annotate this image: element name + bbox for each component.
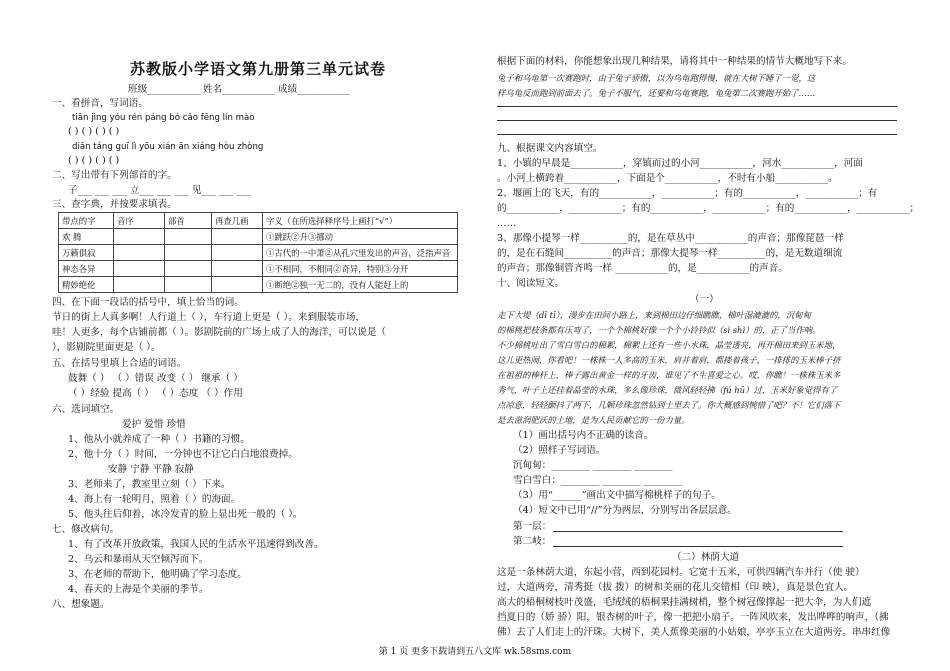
q5-line: （ ）经验 提高（ ） （ ）态度 （ ）作用 [68,388,243,399]
table-header-cell: 部首 [165,213,212,229]
q9-line: 2、堰画上的飞天，有的___________，___________；有的___________，___________；有 [497,188,878,199]
q1-pinyin-row2: diǎn táng guī lì yōu xián ān xiáng hòu zhòng [72,142,264,152]
q7-sentence: 3、在老师的帮助下，他明确了学习态度。 [68,569,247,580]
table-cell-word: 精妙绝伦 [59,277,114,293]
layer2-answer-line[interactable] [553,546,843,547]
q8-intro: 根据下面的材料，你能想象出现几种结果，请将其中一种结果的情节大概地写下来。 [497,56,852,67]
table-cell-meaning: ①跳跃②升③挪动 [263,229,458,245]
passage1-question: （1）画出括号内不正确的读音。 [513,430,654,441]
q10-heading: 十、阅读短文。 [497,278,565,289]
page-title: 苏教版小学语文第九册第三单元试卷 [130,60,387,78]
q9-line: 的，是在石缝间__________的声音；那像大提琴一样__________的，是无数道细流 [497,248,843,259]
table-header-row [59,213,458,229]
passage1-line: 点凉意，轻轻颤抖了两下，几颗珍珠忽然钻到土里去了。你大概感到惋惜了吧？不！它们落下 [497,400,841,410]
passage2-line: 过，大道两旁，清秀挺（拔 拨）的树和美丽的花儿交错相（印 映），真是景色宜人。 [497,582,854,593]
q5-line: 鼓舞（ ） （ ）错误 改变（ ） 继承（ ） [68,373,243,384]
q1-answer-row2: ( ) ( ) ( ) ( ) [68,155,120,166]
layer1-label: 第一层： [513,521,552,532]
passage1-line: 秀气，叶子上还挂着晶莹的水珠，多么像珍珠，微风轻轻拂（fú hū）过，玉米好象觉得有了 [497,385,838,395]
q4-line: ），影剧院里面更是（ ）。 [52,342,161,353]
q2-line: 子___ ___ ___ 立___ ___ ___ 见___ ___ ___ [68,185,251,196]
q6-word-choices: 爱护 爱惜 珍惜 [122,419,186,430]
table-row [59,277,458,293]
q7-sentence: 1、有了改革开放政策，我国人民的生活水平迅速得到改善。 [68,539,324,550]
q6-sentence: 1、他从小就养成了一种（ ）书籍的习惯。 [68,434,250,445]
table-cell-word: 欢 腾 [59,229,114,245]
passage2-title: （二）林荫大道 [672,552,740,563]
table-row [59,261,458,277]
passage1-line: 不少棉桃吐出了雪白雪白的棉絮，棉絮上还有一些小水珠，晶莹透亮，再开棉田来到玉米地， [497,340,841,350]
q4-line: 哇！人更多，每个店铺前都（ ）。影剧院前的广场上成了人的海洋，可以说是（ [52,327,387,338]
q4-heading: 四、在下面一段话的括号中，填上恰当的词。 [52,297,244,308]
q1-pinyin-row1: tiān jìng yóu rén páng bó cǎo fēng lín mào [72,113,255,123]
q8-heading: 八、想象题。 [52,599,110,610]
passage1-line: 的棉桃把枝条都有压弯了，一个个棉桃好像一个个小铃铃似（sì shì）的，正了当作响。 [497,325,821,335]
passage1-title: （一） [690,294,719,305]
story-line: 兔子和乌龟第一次赛跑时，由于兔子骄傲，以为乌龟跑得慢，就在大树下睡了一觉，这 [497,73,816,83]
q5-heading: 五、在括号里填上合适的词语。 [52,358,187,369]
passage2-line: 佛）去了人们走上的汗珠。大树下，美人蕉像美丽的小姑娘，亭亭玉立在大道两旁。串串红像 [497,627,891,638]
story-line: 样乌龟反而跑到前面去了。兔子不服气，还要和乌龟赛跑，龟兔第二次赛跑开始了…… [497,88,816,98]
q1-answer-row1: ( ) ( ) ( ) ( ) [68,126,120,137]
dictionary-table [58,212,458,293]
answer-line[interactable] [497,120,897,121]
passage2-line: 这是一条林荫大道，东起小营，西到花园村。它宽十五米，可供四辆汽车并行（使 驶） [497,567,865,578]
table-header-cell: 带点的字 [59,213,114,229]
table-row [59,245,458,261]
q7-heading: 七、修改病句。 [52,524,120,535]
page-footer: 第 1 页 更多下载请到五八文库 wk.58sms.com [378,647,572,657]
q4-line: 节日的街上人真多啊！人行道上（ ），车行道上更是（ ）。来到服装市场， [52,312,366,323]
answer-line[interactable] [497,134,897,135]
passage1-question: 雪白雪白：________ ________ ________ [513,475,683,486]
q6-sentence: 4、海上有一轮明月，照着（ ）的海面。 [68,494,241,505]
q9-line: 。小河上横跨着___________，下面是个___________，不时有小船___________。 [497,173,838,184]
q6-sentence: 5、他头往后仰着，冰冷发青的脸上显出死一般的（ ）。 [68,509,303,520]
table-cell-word: 神态各异 [59,261,114,277]
layer2-label: 第二岐： [513,536,552,547]
passage1-question: 沉甸甸：________ ________ ________ [513,460,673,471]
q9-line: …… [497,218,517,229]
passage1-question: （2）照样子写词语。 [513,445,606,456]
q9-line: 的___________，___________；有的___________，___________；有的___________，___________； [497,203,920,214]
table-cell-meaning: ①不相同，不相同②奇异，特别③分开 [263,261,458,277]
passage2-line: 挡夏日的（娇 骄）阳，银杏树的叶子，像一把把小扇子。一阵风吹来，发出哗哗的响声，（拂 [497,612,889,623]
q6-sentence: 3、老师来了，教室里立刻（ ）下来。 [68,479,231,490]
table-cell-meaning: ①断绝②独一无二的，没有人能赶上的 [263,277,458,293]
passage1-line: 在祖祖的棒杆上，棒子露出黄金一样的牙齿，谁见了不生喜爱之心。哎，你瞧！一株株玉米多 [497,370,841,380]
q1-heading: 一、看拼音，写词语。 [52,98,148,109]
table-header-cell: 再查几画 [212,213,263,229]
layer1-answer-line[interactable] [553,531,843,532]
passage1-line: 是去滋润肥沃的土地，是为人民贡献它的一份力量。 [497,415,690,425]
passage1-question: （4）短文中已用“//”分为两层，分别写出各层层意。 [513,505,737,516]
table-row [59,229,458,245]
passage1-line: 这儿更热闹，你看吧！一株株一人多高的玉米，肩并着肩，都搂着孩子，一排排的玉米棒子挤 [497,355,841,365]
q9-heading: 九、根据课文内容填空。 [497,143,603,154]
q7-sentence: 4、春天的上海是个美丽的季节。 [68,584,209,595]
q9-line: 1、小镇的早晨是___________，穿镇而过的小河___________，河水___________，河面 [497,158,863,169]
passage2-line: 高大的梧桐树枝叶茂盛，毛绒绒的梧桐果挂满树梢，整个树冠像撑起一把大伞，为人们遮 [497,597,872,608]
table-header-cell: 音序 [114,213,165,229]
answer-line[interactable] [497,106,897,107]
q9-line: 的声音；那像铜管齐鸣一样 ___________的，是___________的声音。 [497,263,788,274]
q7-sentence: 2、乌云和暴雨从天空倾泻而下。 [68,554,209,565]
q6-word-choices: 安静 宁静 平静 寂静 [108,464,194,475]
q9-line: 3、那像小提琴一样__________的，是在草丛中___________的声音；那像琵琶一样 [497,233,844,244]
q6-sentence: 2、他十分（ ）时间，一分钟也不让它白白地浪费掉。 [68,449,298,460]
q2-heading: 二、写出带有下列部首的字。 [52,170,177,181]
table-header-cell: 字义（在所选择释序号上画打“√”） [263,213,458,229]
q6-heading: 六、选词填空。 [52,404,120,415]
table-cell-meaning: ①古代的一中萧②从孔穴里发出的声音，泛指声音 [263,245,458,261]
passage1-question: （3）用“______”画出文中描写棉桃样子的句子。 [513,490,721,501]
q3-heading: 三、查字典，并按要求填表。 [52,199,177,210]
header-fields: 班级___________ 姓名___________ 成绩___________ [128,84,350,95]
table-cell-word: 万籁俱寂 [59,245,114,261]
passage1-line: 走下大堤（dī tī），漫步在田间小路上，来到棉田边仔细瞧瞧，棉叶湿漉漉的，沉甸甸 [497,310,812,320]
